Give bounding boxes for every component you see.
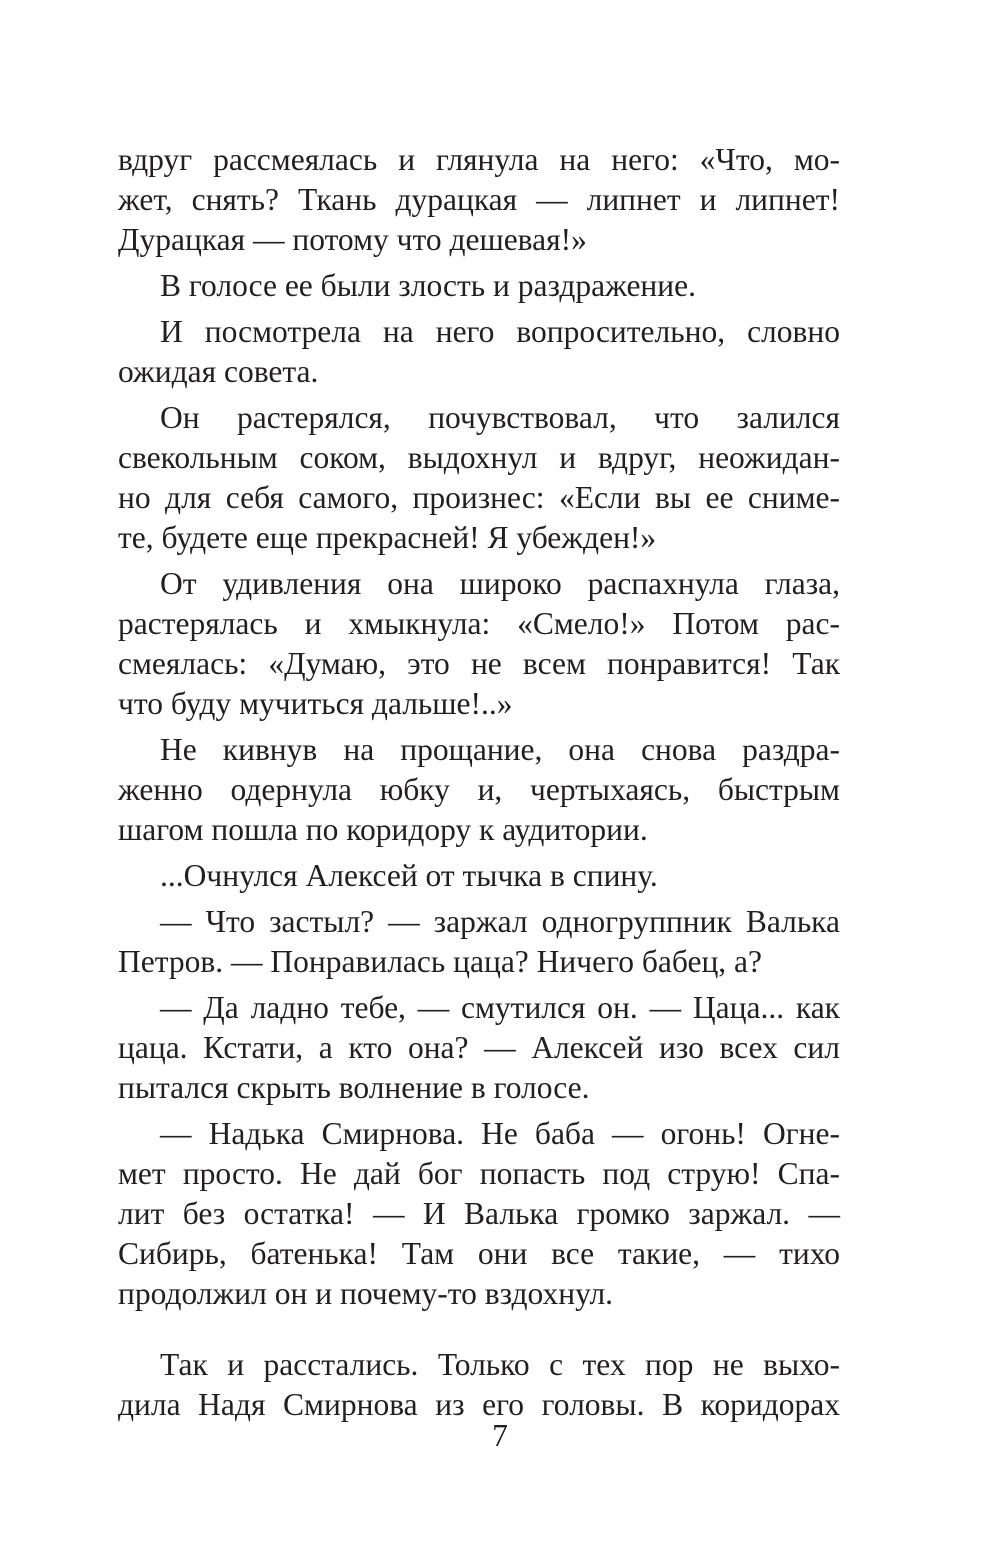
text-line: свекольным соком, выдохнул и вдруг, неожидан-	[118, 440, 840, 475]
text-line: ожидая совета.	[118, 354, 319, 389]
text-line: пытался скрыть волнение в голосе.	[118, 1070, 590, 1105]
text-line: растерялась и хмыкнула: «Смело!» Потом рас-	[118, 606, 840, 641]
text-line: смеялась: «Думаю, это не всем понравится! Так	[118, 646, 840, 681]
text-line: дила Надя Смирнова из его головы. В коридорах	[118, 1387, 840, 1422]
text-line: но для себя самого, произнес: «Если вы ее сниме-	[118, 480, 840, 515]
text-line: мет просто. Не дай бог попасть под струю! Спа-	[118, 1156, 840, 1191]
text-line: Петров. — Понравилась цаца? Ничего бабец, а?	[118, 944, 763, 979]
text-line: продолжил он и почему-то вздохнул.	[118, 1276, 614, 1311]
text-line: И посмотрела на него вопросительно, словно	[160, 314, 840, 349]
text-line: те, будете еще прекрасней! Я убежден!»	[118, 520, 657, 555]
text-line: цаца. Кстати, а кто она? — Алексей изо всех сил	[118, 1030, 840, 1065]
text-line: — Надька Смирнова. Не баба — огонь! Огне-	[160, 1116, 840, 1151]
text-line: От удивления она широко распахнула глаза,	[160, 566, 840, 601]
text-line: вдруг рассмеялась и глянула на него: «Что, мо-	[118, 142, 840, 177]
text-line: жет, снять? Ткань дурацкая — липнет и липнет!	[118, 182, 840, 217]
text-line: ...Очнулся Алексей от тычка в спину.	[160, 858, 658, 893]
text-line: шагом пошла по коридору к аудитории.	[118, 812, 648, 847]
text-line: В голосе ее были злость и раздражение.	[160, 268, 696, 303]
page-number: 7	[492, 1418, 508, 1453]
text-line: — Да ладно тебе, — смутился он. — Цаца... как	[160, 990, 840, 1025]
text-line: Не кивнув на прощание, она снова раздра-	[160, 732, 840, 767]
text-line: Сибирь, батенька! Там они все такие, — тихо	[118, 1236, 840, 1271]
text-line: Так и расстались. Только с тех пор не выхо-	[160, 1347, 840, 1382]
text-line: Дурацкая — потому что дешевая!»	[118, 222, 587, 257]
text-line: лит без остатка! — И Валька громко заржал. —	[118, 1196, 840, 1231]
text-line: Он растерялся, почувствовал, что залился	[160, 400, 840, 435]
text-line: что буду мучиться дальше!..»	[118, 686, 513, 721]
text-line: женно одернула юбку и, чертыхаясь, быстрым	[118, 772, 840, 807]
text-line: — Что застыл? — заржал одногруппник Валька	[160, 904, 840, 939]
